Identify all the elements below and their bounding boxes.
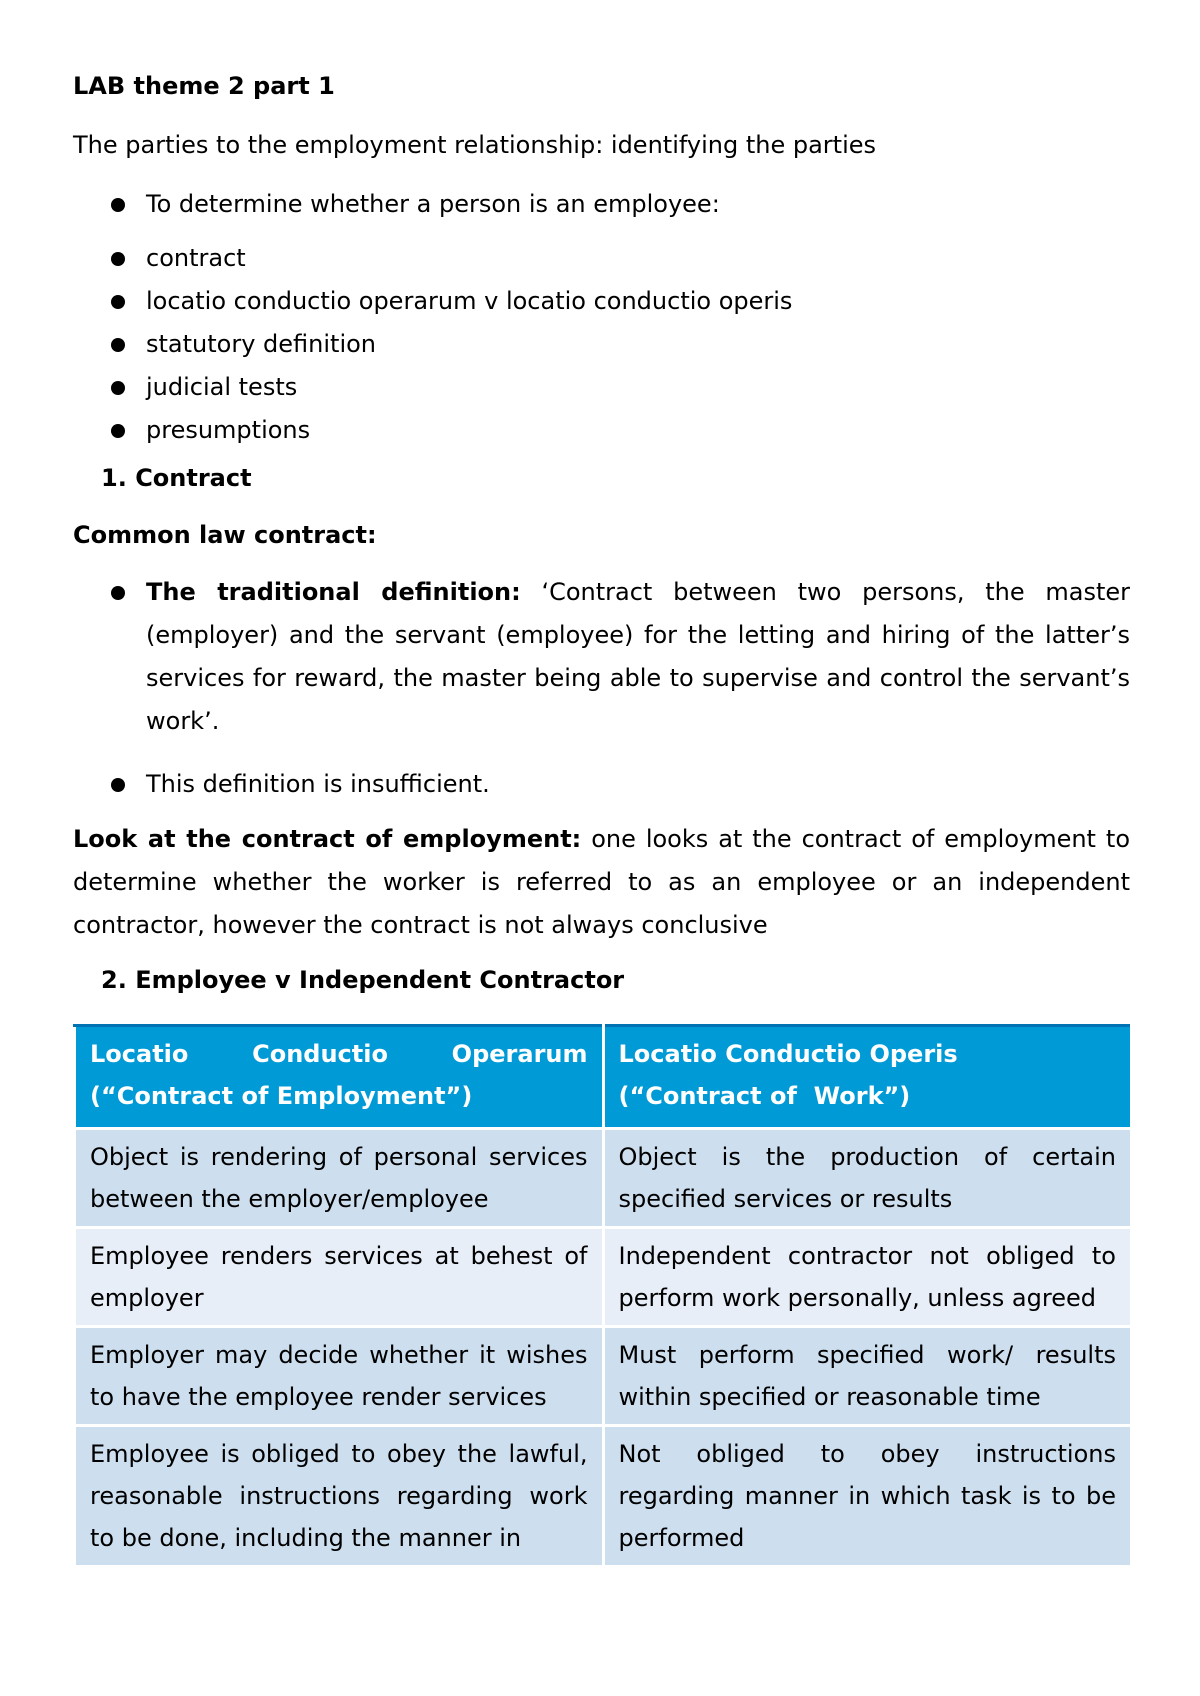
list-item: To determine whether a person is an employee:: [73, 183, 1130, 226]
bullet-icon: [111, 778, 125, 792]
table-cell: Independent contractor not obliged to perform work personally, unless agreed: [603, 1228, 1132, 1327]
table-row: [75, 1129, 1132, 1228]
intro-list: [73, 183, 1130, 226]
table-cell: Employee renders services at behest of employer: [75, 1228, 604, 1327]
table-cell: Not obliged to obey instructions regarding manner in which task is to be performed: [603, 1426, 1132, 1567]
table-cell: Must perform specified work/ results within specified or reasonable time: [603, 1327, 1132, 1426]
header-operarum: Locatio Conductio Operarum (“Contract of Employment”): [75, 1026, 604, 1129]
insufficient-list: [73, 763, 1130, 806]
list-item: This definition is insufficient.: [73, 763, 1130, 806]
look-at-label: Look at the contract of employment:: [73, 825, 582, 853]
definition-list: [73, 571, 1130, 743]
list-item: [73, 571, 1130, 743]
header-operis: Locatio Conductio Operis (“Contract of Work”): [603, 1026, 1132, 1129]
document-title: LAB theme 2 part 1: [73, 72, 335, 100]
criteria-list: [73, 237, 1130, 452]
look-at-paragraph: [73, 818, 1130, 947]
table-row: [75, 1426, 1132, 1567]
table-cell: Object is rendering of personal services between the employer/employee: [75, 1129, 604, 1228]
definition-text: ‘Contract between two persons, the master (employer) and the servant (employee) for the letting and hiring of the latter’s services for reward, the master being able to supervise and control the servant’s work’.: [146, 578, 1130, 735]
bullet-icon: [111, 381, 125, 395]
bullet-icon: [111, 586, 125, 600]
common-law-heading: Common law contract:: [73, 521, 377, 549]
list-item: statutory definition: [73, 323, 1130, 366]
bullet-icon: [111, 338, 125, 352]
bullet-icon: [111, 424, 125, 438]
bullet-icon: [111, 252, 125, 266]
document-subtitle: The parties to the employment relationship: identifying the parties: [73, 131, 877, 159]
section-1-heading: 1. Contract: [101, 464, 252, 492]
bullet-icon: [111, 295, 125, 309]
list-item: contract: [73, 237, 1130, 280]
table-cell: Object is the production of certain specified services or results: [603, 1129, 1132, 1228]
list-item: locatio conductio operarum v locatio conductio operis: [73, 280, 1130, 323]
comparison-table: [73, 1024, 1133, 1568]
bullet-icon: [111, 198, 125, 212]
list-item: judicial tests: [73, 366, 1130, 409]
section-2-heading: 2. Employee v Independent Contractor: [101, 966, 625, 994]
table-cell: Employee is obliged to obey the lawful, reasonable instructions regarding work to be done, including the manner in: [75, 1426, 604, 1567]
table-cell: Employer may decide whether it wishes to have the employee render services: [75, 1327, 604, 1426]
table-header-row: [75, 1026, 1132, 1129]
table-row: [75, 1327, 1132, 1426]
definition-label: The traditional definition:: [146, 578, 521, 606]
look-at-text: one looks at the contract of employment to determine whether the worker is referred to as an employee or an independent contractor, however the contract is not always conclusive: [73, 825, 1130, 939]
list-item: presumptions: [73, 409, 1130, 452]
table-row: [75, 1228, 1132, 1327]
